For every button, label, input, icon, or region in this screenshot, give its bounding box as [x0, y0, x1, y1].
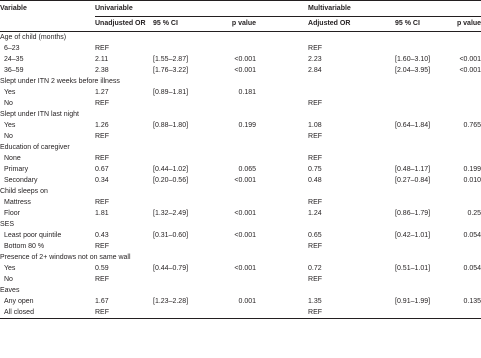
row-spacer: [256, 43, 308, 54]
adjusted-p-value: [435, 87, 481, 98]
category-row: [0, 76, 481, 87]
category-row: [0, 186, 481, 197]
adjusted-or-value: REF: [308, 307, 395, 319]
adjusted-p-value: [435, 153, 481, 164]
level-label: Yes: [4, 89, 16, 96]
adjusted-ci-value: [395, 131, 435, 142]
unadjusted-p-value: [213, 43, 256, 54]
unadjusted-ci-value: [153, 131, 213, 142]
table-row: [0, 98, 481, 109]
adjusted-ci-value: [0.27–0.84]: [395, 177, 431, 184]
table-row: [0, 241, 481, 252]
table-row: [0, 208, 481, 219]
header-gap: [256, 0, 308, 17]
table-row: [0, 43, 481, 54]
adjusted-or-value: 0.72: [308, 265, 322, 272]
row-spacer: [256, 274, 308, 285]
adjusted-ci-value: [0.51–1.01]: [395, 265, 431, 272]
unadjusted-or-value: REF: [95, 307, 153, 319]
adjusted-p-value: 0.765: [463, 122, 481, 129]
unadjusted-or-value: REF: [95, 100, 109, 107]
header-variable: Variable: [0, 5, 27, 13]
table-row: [0, 164, 481, 175]
adjusted-ci-value: [395, 241, 435, 252]
table-row: [0, 131, 481, 142]
unadjusted-ci-value: [0.88–1.80]: [153, 122, 189, 129]
unadjusted-ci-value: [153, 274, 213, 285]
table-row: [0, 197, 481, 208]
table-top-rule: [0, 0, 481, 1]
table-row: [0, 175, 481, 186]
unadjusted-p-value: [213, 131, 256, 142]
adjusted-p-value: [435, 197, 481, 208]
adjusted-p-value: [435, 98, 481, 109]
adjusted-ci-value: [0.42–1.01]: [395, 232, 431, 239]
adjusted-ci-value: [395, 197, 435, 208]
unadjusted-ci-value: [0.44–1.02]: [153, 166, 189, 173]
row-spacer: [256, 87, 308, 98]
header-spacer: [256, 17, 308, 32]
row-spacer: [256, 120, 308, 131]
table-row: [0, 274, 481, 285]
table-row: [0, 87, 481, 98]
adjusted-p-value: [435, 274, 481, 285]
table-row: [0, 296, 481, 307]
adjusted-or-value: 1.24: [308, 210, 322, 217]
adjusted-or-value: REF: [308, 276, 323, 283]
unadjusted-ci-value: [153, 43, 213, 54]
header-adjusted-or: Adjusted OR: [308, 17, 395, 32]
row-spacer: [256, 98, 308, 109]
table-row: [0, 120, 481, 131]
row-spacer: [256, 296, 308, 307]
unadjusted-p-value: <0.001: [234, 210, 257, 217]
adjusted-ci-value: [395, 153, 435, 164]
level-label: Bottom 80 %: [4, 243, 45, 250]
adjusted-ci-value: [0.48–1.17]: [395, 166, 431, 173]
adjusted-or-value: [308, 87, 395, 98]
unadjusted-p-value: <0.001: [234, 232, 257, 239]
table-row: [0, 153, 481, 164]
adjusted-p-value: 0.054: [463, 232, 481, 239]
unadjusted-p-value: 0.001: [238, 298, 257, 305]
row-spacer: [256, 197, 308, 208]
header-multivariable: Multivariable: [308, 0, 481, 17]
unadjusted-ci-value: [153, 153, 213, 164]
unadjusted-or-value: REF: [95, 243, 109, 250]
level-label: Any open: [4, 298, 34, 305]
level-label: Secondary: [4, 177, 38, 184]
adjusted-or-value: 0.48: [308, 177, 322, 184]
row-spacer: [256, 230, 308, 241]
level-label: Floor: [4, 210, 20, 217]
unadjusted-or-value: REF: [95, 155, 109, 162]
level-label: Primary: [4, 166, 29, 173]
header-ci-univariable: 95 % CI: [153, 17, 213, 32]
adjusted-or-value: REF: [308, 243, 323, 250]
level-label: Mattress: [4, 199, 31, 206]
table-row: [0, 263, 481, 274]
level-label: None: [4, 155, 21, 162]
adjusted-p-value: <0.001: [459, 67, 481, 74]
unadjusted-or-value: REF: [95, 199, 109, 206]
unadjusted-or-value: 1.27: [95, 89, 109, 96]
unadjusted-or-value: 1.26: [95, 122, 109, 129]
adjusted-or-value: REF: [308, 199, 323, 206]
header-unadjusted-or: Unadjusted OR: [95, 17, 153, 32]
row-spacer: [256, 131, 308, 142]
unadjusted-ci-value: [153, 307, 213, 319]
level-label: 6–23: [4, 45, 20, 52]
row-spacer: [256, 164, 308, 175]
unadjusted-or-value: 2.38: [95, 67, 109, 74]
level-label: Least poor quintile: [4, 232, 62, 239]
adjusted-p-value: 0.135: [463, 298, 481, 305]
adjusted-or-value: 0.65: [308, 232, 322, 239]
unadjusted-ci-value: [1.32–2.49]: [153, 210, 189, 217]
row-spacer: [256, 54, 308, 65]
level-label: No: [4, 276, 13, 283]
adjusted-ci-value: [395, 43, 435, 54]
adjusted-p-value: [435, 307, 481, 319]
adjusted-ci-value: [0.64–1.84]: [395, 122, 431, 129]
unadjusted-p-value: [213, 307, 256, 319]
unadjusted-ci-value: [1.55–2.87]: [153, 56, 189, 63]
header-ci-multivariable: 95 % CI: [395, 17, 435, 32]
level-label: Yes: [4, 265, 16, 272]
adjusted-or-value: REF: [308, 45, 323, 52]
adjusted-p-value: 0.054: [463, 265, 481, 272]
adjusted-ci-value: [395, 274, 435, 285]
adjusted-or-value: 2.84: [308, 67, 322, 74]
header-p-multivariable: p value: [435, 17, 481, 32]
category-row: [0, 285, 481, 296]
row-spacer: [256, 307, 308, 319]
unadjusted-ci-value: [153, 197, 213, 208]
adjusted-ci-value: [2.04–3.95]: [395, 67, 431, 74]
adjusted-ci-value: [0.86–1.79]: [395, 210, 431, 217]
category-row: [0, 219, 481, 230]
unadjusted-ci-value: [0.44–0.79]: [153, 265, 189, 272]
row-spacer: [256, 208, 308, 219]
level-label: No: [4, 100, 13, 107]
unadjusted-or-value: 1.81: [95, 210, 109, 217]
table-row: [0, 230, 481, 241]
adjusted-ci-value: [1.60–3.10]: [395, 56, 431, 63]
category-row: [0, 32, 481, 44]
category-row: [0, 109, 481, 120]
adjusted-or-value: 2.23: [308, 56, 322, 63]
unadjusted-p-value: [213, 241, 256, 252]
adjusted-ci-value: [395, 307, 435, 319]
unadjusted-p-value: [213, 274, 256, 285]
unadjusted-ci-value: [153, 241, 213, 252]
adjusted-or-value: REF: [308, 155, 323, 162]
category-label: Presence of 2+ windows not on same wall: [0, 254, 131, 261]
table-row: [0, 307, 481, 319]
row-spacer: [256, 175, 308, 186]
unadjusted-or-value: 2.11: [95, 56, 109, 63]
unadjusted-p-value: [213, 98, 256, 109]
adjusted-or-value: REF: [308, 100, 323, 107]
category-label: Slept under ITN 2 weeks before illness: [0, 78, 120, 85]
adjusted-p-value: [435, 131, 481, 142]
unadjusted-or-value: REF: [95, 45, 109, 52]
category-label: SES: [0, 221, 15, 228]
adjusted-ci-value: [0.91–1.99]: [395, 298, 431, 305]
adjusted-or-value: REF: [308, 133, 323, 140]
level-label: Yes: [4, 122, 16, 129]
unadjusted-ci-value: [1.23–2.28]: [153, 298, 189, 305]
adjusted-p-value: 0.199: [463, 166, 481, 173]
category-label: Education of caregiver: [0, 144, 70, 151]
table-row: [0, 65, 481, 76]
level-label: All closed: [0, 307, 95, 319]
adjusted-ci-value: [395, 87, 435, 98]
category-label: Slept under ITN last night: [0, 111, 79, 118]
unadjusted-or-value: 1.67: [95, 298, 109, 305]
unadjusted-ci-value: [0.89–1.81]: [153, 89, 189, 96]
unadjusted-or-value: 0.67: [95, 166, 109, 173]
unadjusted-ci-value: [1.76–3.22]: [153, 67, 189, 74]
level-label: No: [4, 133, 13, 140]
adjusted-p-value: 0.25: [467, 210, 481, 217]
unadjusted-p-value: [213, 153, 256, 164]
table-row: [0, 54, 481, 65]
unadjusted-p-value: <0.001: [234, 67, 257, 74]
unadjusted-p-value: [213, 197, 256, 208]
level-label: 36–59: [4, 67, 24, 74]
adjusted-or-value: 1.35: [308, 298, 322, 305]
unadjusted-ci-value: [0.31–0.60]: [153, 232, 189, 239]
category-row: [0, 252, 481, 263]
unadjusted-p-value: <0.001: [234, 56, 257, 63]
category-label: Child sleeps on: [0, 188, 48, 195]
adjusted-p-value: 0.010: [463, 177, 481, 184]
adjusted-p-value: [435, 43, 481, 54]
unadjusted-p-value: <0.001: [234, 265, 257, 272]
row-spacer: [256, 263, 308, 274]
unadjusted-p-value: 0.199: [238, 122, 257, 129]
header-univariable: Univariable: [95, 0, 256, 17]
unadjusted-or-value: 0.43: [95, 232, 109, 239]
unadjusted-ci-value: [153, 98, 213, 109]
table-body: [0, 32, 481, 319]
unadjusted-or-value: REF: [95, 276, 109, 283]
category-label: Age of child (months): [0, 34, 67, 41]
level-label: 24–35: [4, 56, 24, 63]
unadjusted-or-value: REF: [95, 133, 109, 140]
row-spacer: [256, 241, 308, 252]
adjusted-or-value: 0.75: [308, 166, 322, 173]
unadjusted-p-value: 0.181: [238, 89, 257, 96]
unadjusted-p-value: <0.001: [234, 177, 257, 184]
row-spacer: [256, 153, 308, 164]
header-p-univariable: p value: [213, 17, 256, 32]
unadjusted-ci-value: [0.20–0.56]: [153, 177, 189, 184]
header-blank: [0, 17, 95, 32]
adjusted-p-value: [435, 241, 481, 252]
adjusted-ci-value: [395, 98, 435, 109]
row-spacer: [256, 65, 308, 76]
category-row: [0, 142, 481, 153]
unadjusted-p-value: 0.065: [238, 166, 257, 173]
adjusted-or-value: 1.08: [308, 122, 322, 129]
category-label: Eaves: [0, 287, 20, 294]
unadjusted-or-value: 0.34: [95, 177, 109, 184]
adjusted-p-value: <0.001: [459, 56, 481, 63]
unadjusted-or-value: 0.59: [95, 265, 109, 272]
